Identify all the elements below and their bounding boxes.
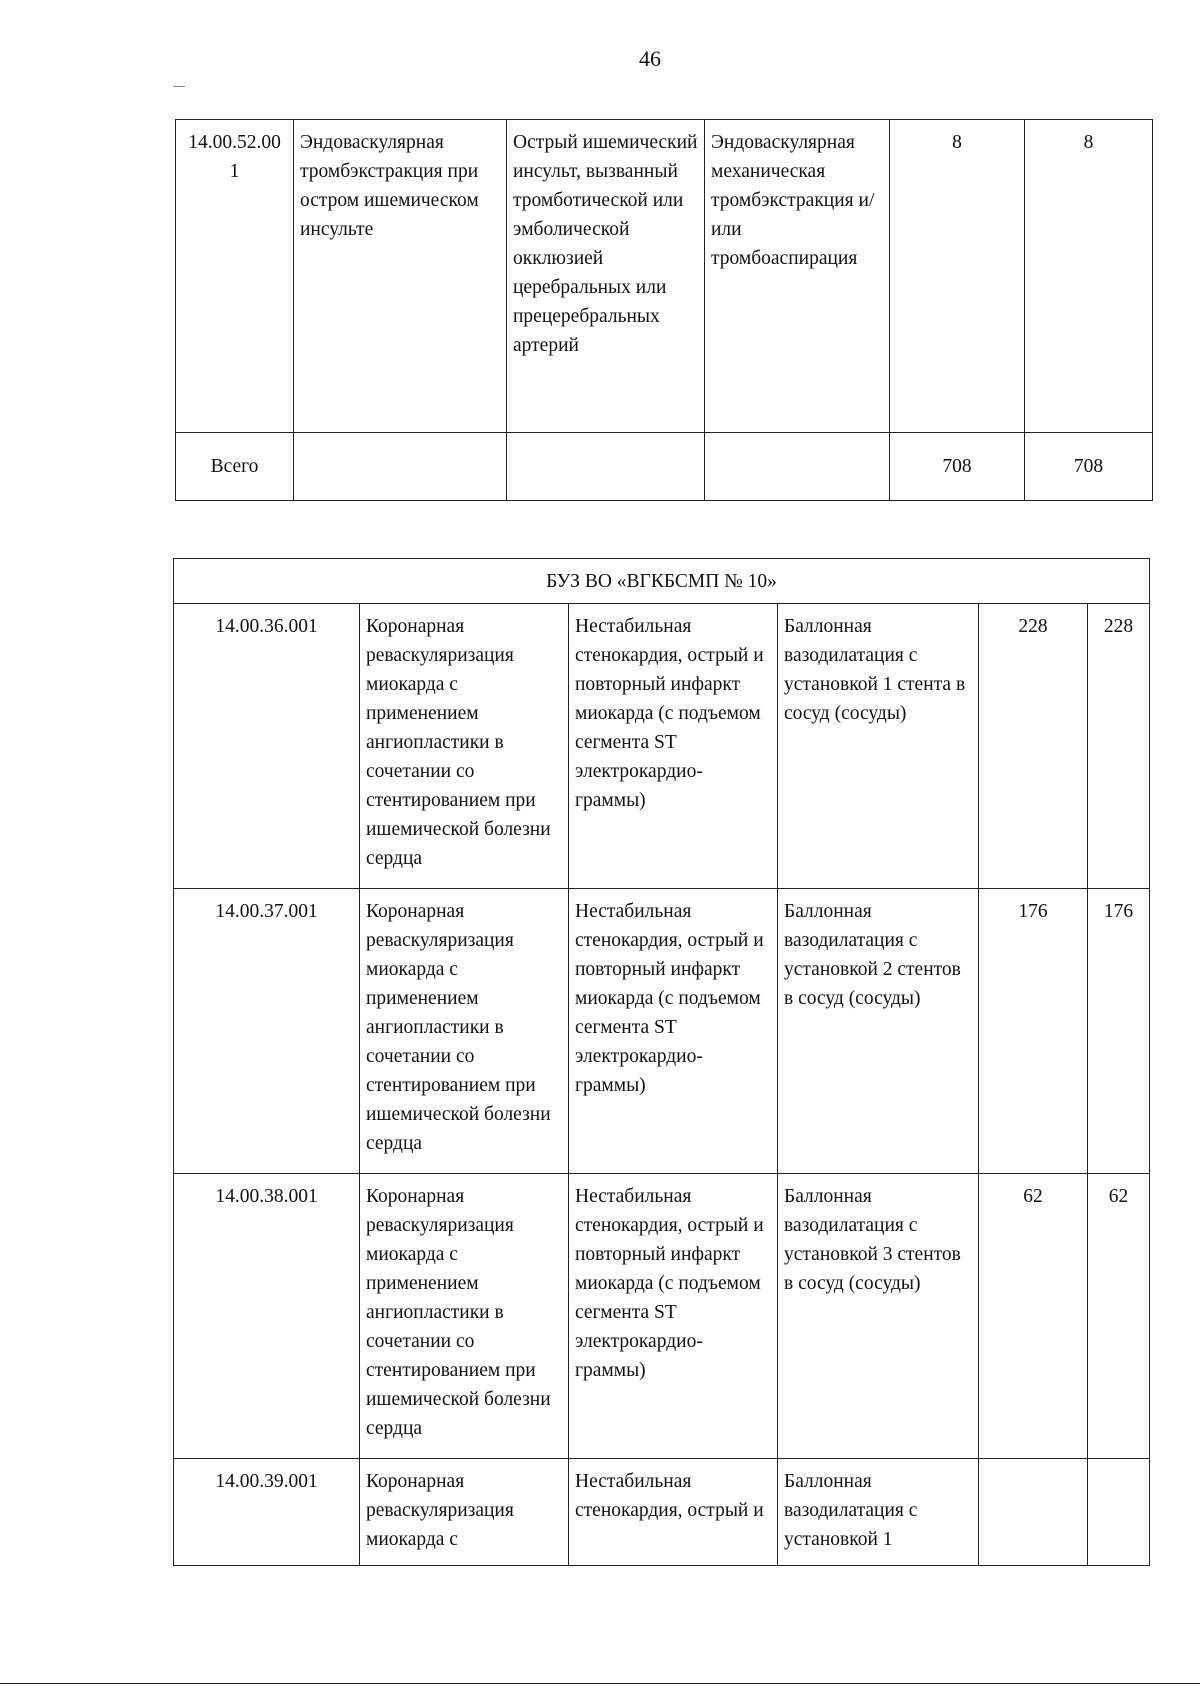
diagnosis: Нестабильная стенокардия, острый и повторный инфаркт миокарда (с подъемом сегмента ST электрокардио-граммы) (569, 889, 778, 1174)
volume-value-1: 228 (979, 604, 1088, 889)
margin-tick (173, 86, 185, 87)
diagnosis: Нестабильная стенокардия, острый и (569, 1459, 778, 1566)
volume-value-2: 62 (1088, 1174, 1150, 1459)
volume-value-2: 8 (1025, 120, 1153, 433)
procedure-name: Коронарная реваскуляризация миокарда с применением ангиопластики в сочетании со стентированием при ишемической болезни сердца (360, 604, 569, 889)
diagnosis: Острый ишемический инсульт, вызванный тромботической или эмболической окклюзией церебральных или прецеребральных артерий (507, 120, 705, 433)
volume-value-2: 176 (1088, 889, 1150, 1174)
total-label: Всего (176, 433, 294, 501)
empty-cell (507, 433, 705, 501)
table-row (174, 1174, 1150, 1459)
diagnosis: Нестабильная стенокардия, острый и повторный инфаркт миокарда (с подъемом сегмента ST электрокардио-граммы) (569, 1174, 778, 1459)
treatment-method: Баллонная вазодилатация с установкой 2 стентов в сосуд (сосуды) (778, 889, 979, 1174)
treatment-method: Баллонная вазодилатация с установкой 1 (778, 1459, 979, 1566)
institution-name: БУЗ ВО «ВГКБСМП № 10» (174, 559, 1150, 604)
empty-cell (705, 433, 890, 501)
page-number: 46 (639, 46, 661, 71)
procedure-name: Коронарная реваскуляризация миокарда с применением ангиопластики в сочетании со стентированием при ишемической болезни сердца (360, 1174, 569, 1459)
table-row (176, 120, 1153, 433)
treatment-method: Баллонная вазодилатация с установкой 1 стента в сосуд (сосуды) (778, 604, 979, 889)
total-value-1: 708 (890, 433, 1025, 501)
total-value-2: 708 (1025, 433, 1153, 501)
volume-value-2 (1088, 1459, 1150, 1566)
procedure-code: 14.00.39.001 (174, 1459, 360, 1566)
empty-cell (294, 433, 507, 501)
procedures-table-top (175, 119, 1153, 501)
volume-value-1: 176 (979, 889, 1088, 1174)
institution-header-row (174, 559, 1150, 604)
table-row (174, 1459, 1150, 1566)
scan-bottom-edge (0, 1683, 1200, 1684)
volume-value-1: 8 (890, 120, 1025, 433)
diagnosis: Нестабильная стенокардия, острый и повторный инфаркт миокарда (с подъемом сегмента ST электрокардио-граммы) (569, 604, 778, 889)
procedure-code: 14.00.38.001 (174, 1174, 360, 1459)
volume-value-1 (979, 1459, 1088, 1566)
procedure-code: 14.00.37.001 (174, 889, 360, 1174)
procedure-code: 14.00.36.001 (174, 604, 360, 889)
procedure-name: Эндоваскулярная тромбэкстракция при остром ишемическом инсульте (294, 120, 507, 433)
table-row (174, 604, 1150, 889)
procedures-table-bottom (173, 558, 1150, 1566)
treatment-method: Баллонная вазодилатация с установкой 3 стентов в сосуд (сосуды) (778, 1174, 979, 1459)
procedure-code: 14.00.52.00 1 (176, 120, 294, 433)
table-row (174, 889, 1150, 1174)
procedure-name: Коронарная реваскуляризация миокарда с (360, 1459, 569, 1566)
treatment-method: Эндоваскулярная механическая тромбэкстракция и/или тромбоаспирация (705, 120, 890, 433)
volume-value-1: 62 (979, 1174, 1088, 1459)
volume-value-2: 228 (1088, 604, 1150, 889)
total-row (176, 433, 1153, 501)
procedure-name: Коронарная реваскуляризация миокарда с применением ангиопластики в сочетании со стентированием при ишемической болезни сердца (360, 889, 569, 1174)
